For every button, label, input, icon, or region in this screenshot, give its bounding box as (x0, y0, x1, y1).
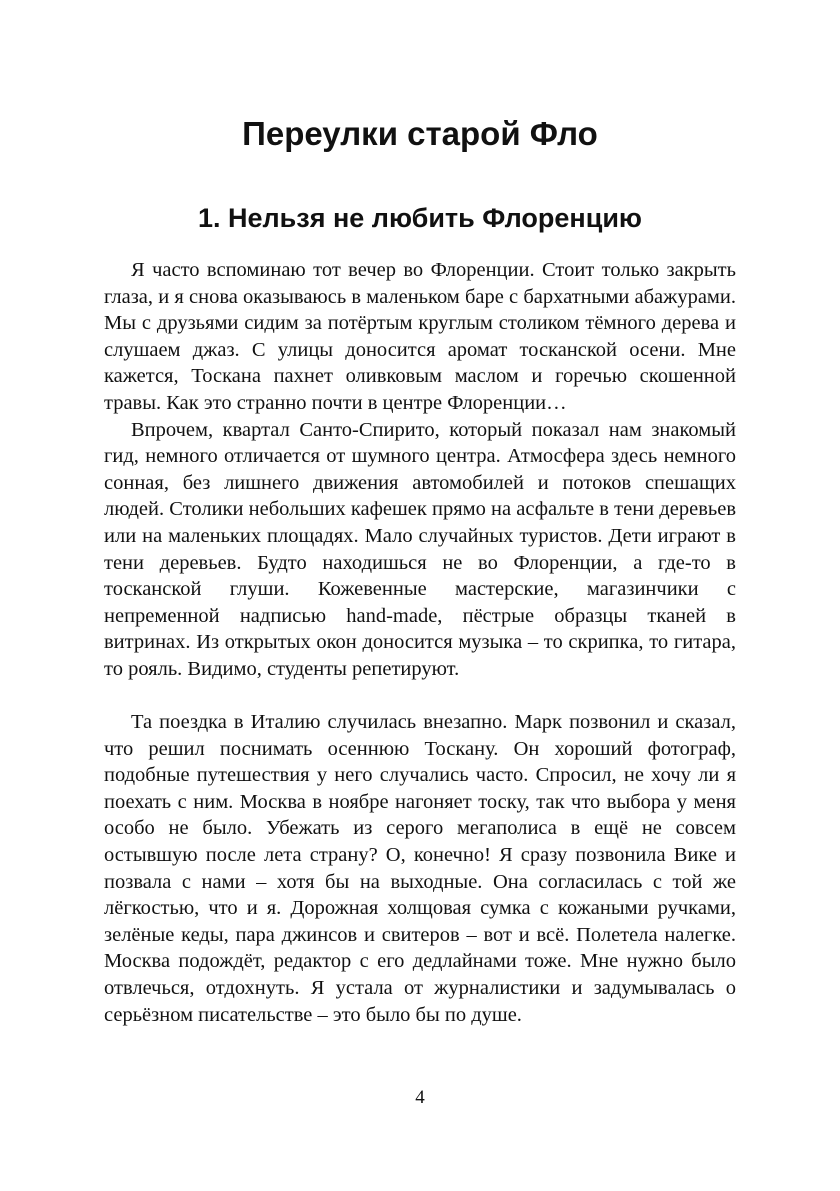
paragraph: Я часто вспоминаю тот вечер во Флоренции. Стоит только закрыть глаза, и я снова оказываюсь в маленьком баре с бархатными абажурами. Мы с друзьями сидим за потёртым круглым столиком тёмного дерева и слушаем джаз. С улицы доносится аромат тосканской осени. Мне кажется, Тоскана пахнет оливковым маслом и горечью скошенной травы. Как это странно почти в центре Флоренции… (104, 259, 736, 414)
paragraph: Та поездка в Италию случилась внезапно. Марк позвонил и сказал, что решил поснимать осеннюю Тоскану. Он хороший фотограф, подобные путешествия у него случались часто. Спросил, не хочу ли я поехать с ним. Москва в ноябре нагоняет тоску, так что выбора у меня особо не было. Убежать из серого мегаполиса в ещё не совсем остывшую после лета страну? О, конечно! Я сразу позвонила Вике и позвала с нами – хотя бы на выходные. Она согласилась с той же лёгкостью, что и я. Дорожная холщовая сумка с кожаными ручками, зелёные кеды, пара джинсов и свитеров – вот и всё. Полетела налегке. Москва подождёт, редактор с его дедлайнами тоже. Мне нужно было отвлечься, отдохнуть. Я устала от журналистики и задумывалась о серьёзном писательстве – это было бы по душе. (104, 711, 736, 1026)
paragraph: Впрочем, квартал Санто-Спирито, который показал нам знакомый гид, немного отличается от шумного центра. Атмосфера здесь немного сонная, без лишнего движения автомобилей и потоков спешащих людей. Столики небольших кафешек прямо на асфальте в тени деревьев или на маленьких площадях. Мало случайных туристов. Дети играют в тени деревьев. Будто находишься не во Флоренции, а где-то в тосканской глуши. Кожевенные мастерские, магазинчики с непременной надписью hand-made, пёстрые образцы тканей в витринах. Из открытых окон доносится музыка – то скрипка, то гитара, то рояль. Видимо, студенты репетируют. (104, 418, 736, 680)
book-title: Переулки старой Фло (242, 115, 598, 152)
page-number: 4 (415, 1087, 425, 1108)
chapter-title: 1. Нельзя не любить Флоренцию (198, 203, 642, 233)
body-text (104, 257, 736, 1028)
